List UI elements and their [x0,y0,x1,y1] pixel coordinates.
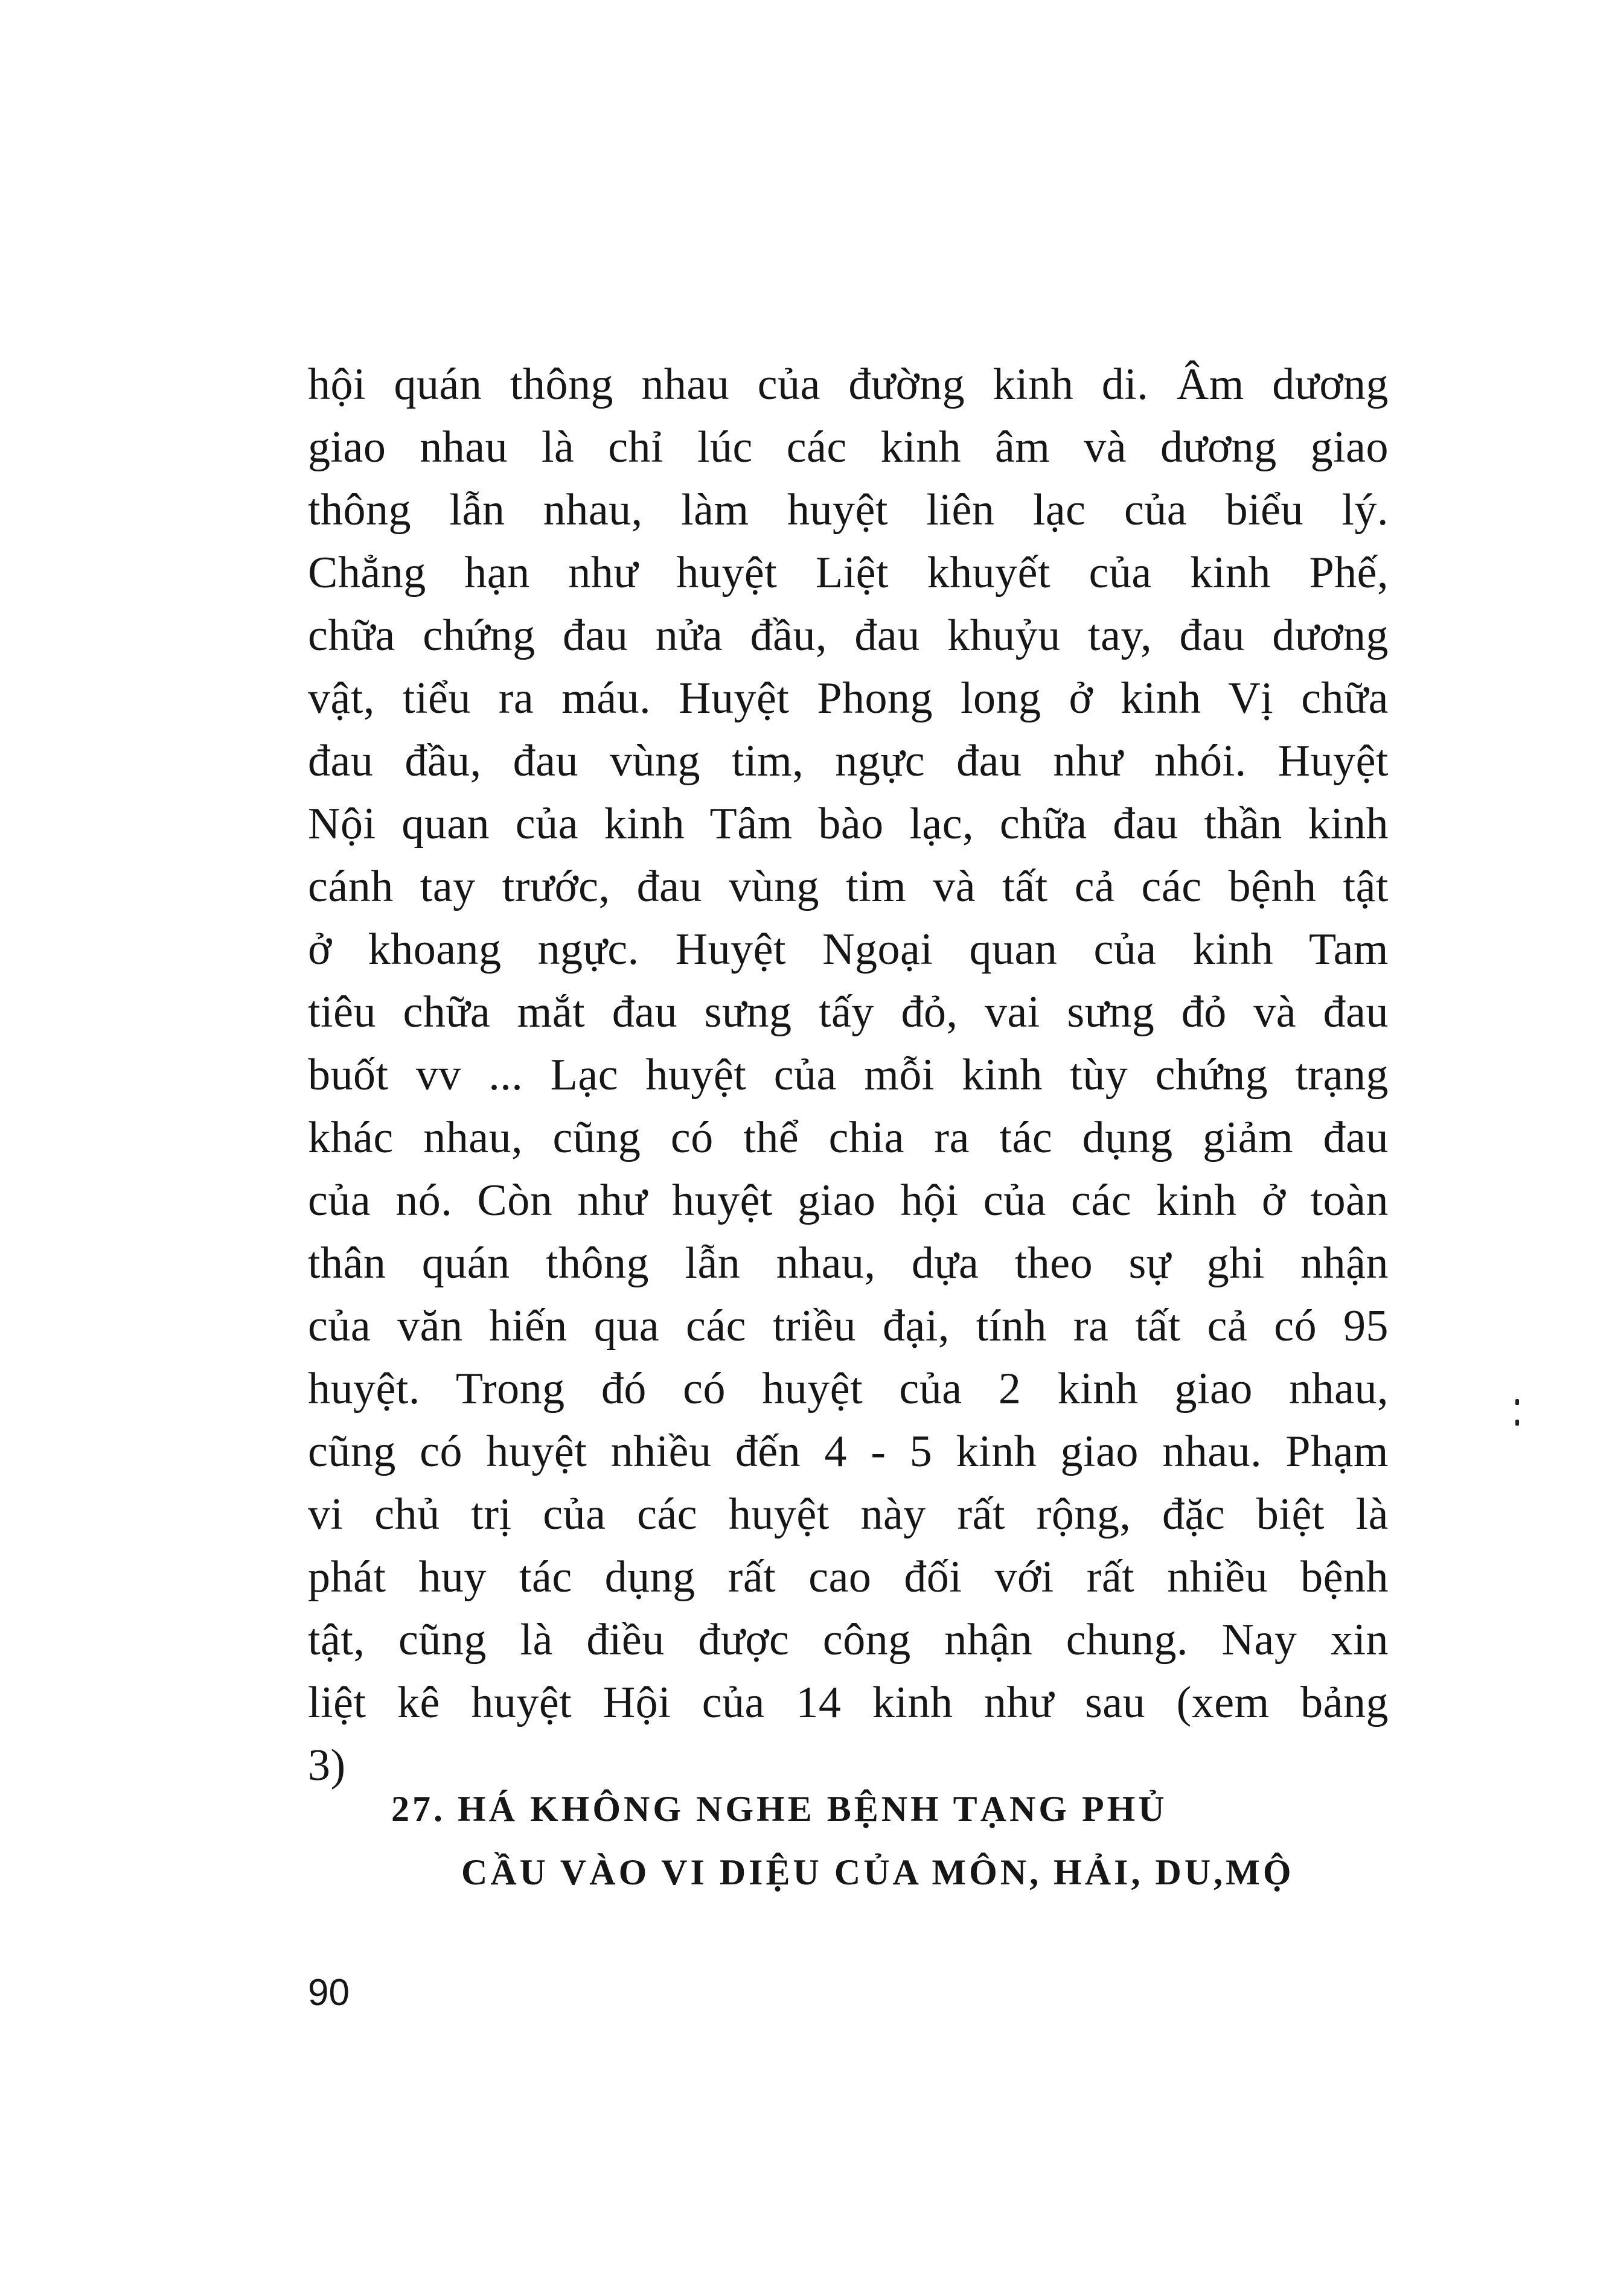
page-number: 90 [308,1972,350,2014]
text-line: liệt kê huyệt Hội của 14 kinh như sau (xem bảng [308,1678,1389,1727]
text-line: thông lẫn nhau, làm huyệt liên lạc của biểu lý. [308,485,1389,535]
text-line: thân quán thông lẫn nhau, dựa theo sự ghi nhận [308,1239,1389,1288]
text-line: hội quán thông nhau của đường kinh di. Âm dương [308,360,1389,409]
text-line: tật, cũng là điều được công nhận chung. Nay xin [308,1615,1389,1665]
text-line: ở khoang ngực. Huyệt Ngoại quan của kinh Tam [308,925,1389,974]
text-line: buốt vv ... Lạc huyệt của mỗi kinh tùy chứng trạng [308,1050,1389,1100]
text-line: của văn hiến qua các triều đại, tính ra tất cả có 95 [308,1301,1389,1351]
body-paragraph [308,353,1389,1797]
text-line: khác nhau, cũng có thể chia ra tác dụng giảm đau [308,1113,1389,1162]
text-line: Chẳng hạn như huyệt Liệt khuyết của kinh Phế, [308,548,1389,598]
text-line: đau đầu, đau vùng tim, ngực đau như nhói. Huyệt [308,736,1389,786]
text-line: của nó. Còn như huyệt giao hội của các kinh ở toàn [308,1176,1389,1225]
text-line: vi chủ trị của các huyệt này rất rộng, đặc biệt là [308,1490,1389,1539]
text-line: 3) [308,1741,346,1790]
text-line: Nội quan của kinh Tâm bào lạc, chữa đau thần kinh [308,799,1389,849]
text-line: huyệt. Trong đó có huyệt của 2 kinh giao nhau, [308,1364,1389,1414]
scan-speck [1515,1420,1519,1426]
text-line: cũng có huyệt nhiều đến 4 - 5 kinh giao nhau. Phạm [308,1427,1389,1476]
text-line: giao nhau là chỉ lúc các kinh âm và dương giao [308,423,1389,472]
text-line: chữa chứng đau nửa đầu, đau khuỷu tay, đau dương [308,611,1389,660]
text-line: phát huy tác dụng rất cao đối với rất nhiều bệnh [308,1552,1389,1602]
text-line: cánh tay trước, đau vùng tim và tất cả các bệnh tật [308,862,1389,911]
text-line: vật, tiểu ra máu. Huyệt Phong long ở kinh Vị chữa [308,674,1389,723]
text-line: tiêu chữa mắt đau sưng tấy đỏ, vai sưng đỏ và đau [308,987,1389,1037]
section-heading-line-1: 27. HÁ KHÔNG NGHE BỆNH TẠNG PHỦ [391,1789,1168,1829]
scan-speck [1515,1399,1519,1405]
section-heading-line-2: CẦU VÀO VI DIỆU CỦA MÔN, HẢI, DU,MỘ [461,1852,1294,1892]
